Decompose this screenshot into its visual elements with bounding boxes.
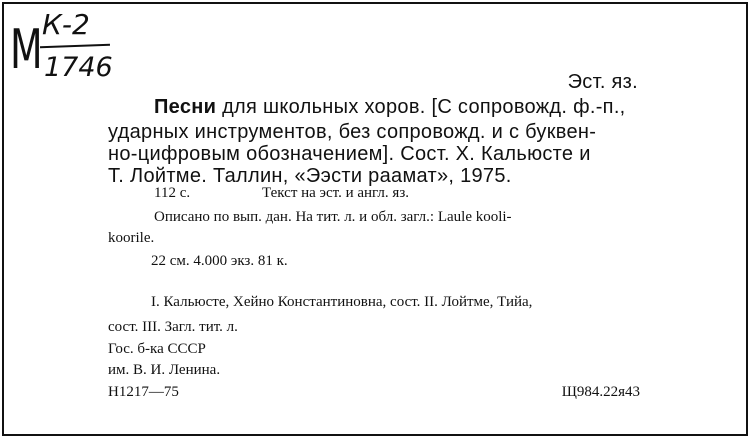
catalog-card (2, 2, 748, 436)
added-entry-2: сост. III. Загл. тит. л. (108, 319, 238, 335)
card-number: Н1217—75 (108, 384, 179, 400)
handwritten-code-top: К-2 (42, 8, 90, 41)
publication-line: Т. Лойтме. Таллин, «Ээсти раамат», 1975. (108, 165, 512, 187)
handwritten-letter: M (10, 18, 42, 81)
page-count: 112 с. (154, 185, 191, 201)
added-entry-1: I. Кальюсте, Хейно Константиновна, сост. II. Лойтме, Тийа, (151, 294, 533, 310)
handwritten-fraction-line (40, 44, 110, 48)
shelf-mark: Щ984.22я43 (561, 384, 640, 400)
description-line-3: но-цифровым обозначением]. Сост. Х. Кальюсте и (108, 143, 591, 165)
language-note: Эст. яз. (567, 71, 638, 93)
library-line-1: Гос. б-ка СССР (108, 341, 206, 357)
description-line-2: ударных инструментов, без сопровожд. и с буквен- (108, 121, 597, 143)
handwritten-code-bottom: 1746 (44, 52, 113, 83)
title-line (154, 96, 626, 119)
title-bold: Песни (154, 96, 217, 118)
title-rest: для школьных хоров. [С сопровожд. ф.-п., (216, 96, 626, 118)
format-line: 22 см. 4.000 экз. 81 к. (151, 253, 288, 269)
text-language: Текст на эст. и англ. яз. (262, 185, 409, 201)
library-line-2: им. В. И. Ленина. (108, 362, 221, 378)
description-note-2: koorile. (108, 230, 155, 246)
description-note-1: Описано по вып. дан. На тит. л. и обл. загл.: Laule kooli- (154, 209, 512, 225)
